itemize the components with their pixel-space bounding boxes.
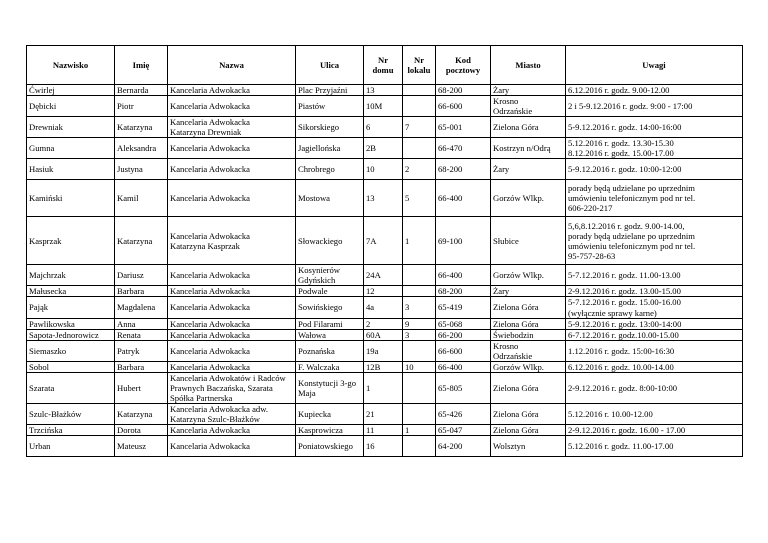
cell-ulica: Poniatowskiego [296,436,364,457]
cell-nr-lokalu [403,340,436,361]
table-row [27,318,743,329]
cell-imie: Dariusz [115,265,168,286]
cell-nr-lokalu: 5 [403,180,436,217]
cell-nr-domu: 6 [364,117,403,138]
cell-uwagi: 5-7.12.2016 r. godz. 11.00-13.00 [566,265,743,286]
table-row [27,96,743,117]
cell-nazwisko: Ćwirlej [27,85,115,96]
cell-nr-lokalu [403,138,436,159]
cell-nazwa: Kancelaria Adwokacka [168,85,296,96]
cell-uwagi: 2-9.12.2016 r. godz. 13.00-15.00 [566,286,743,297]
cell-nazwa: Kancelaria Adwokacka [168,329,296,340]
cell-nr-lokalu: 3 [403,329,436,340]
cell-miasto: Zielona Góra [491,297,566,318]
cell-nr-domu: 19a [364,340,403,361]
cell-nr-lokalu: 7 [403,117,436,138]
cell-kod: 68-200 [436,286,491,297]
cell-imie: Mateusz [115,436,168,457]
cell-nazwisko: Trzcińska [27,425,115,436]
header-kod: Kod pocztowy [436,46,491,85]
cell-uwagi: 2-9.12.2016 r. godz. 8:00-10:00 [566,372,743,403]
cell-nazwisko: Hasiuk [27,159,115,180]
cell-nazwa: Kancelaria Adwokacka [168,425,296,436]
table-row [27,340,743,361]
cell-nazwisko: Drewniak [27,117,115,138]
cell-nr-domu: 10 [364,159,403,180]
header-nr-lokalu: Nr lokalu [403,46,436,85]
table-row [27,265,743,286]
cell-nazwisko: Szulc-Błażków [27,403,115,424]
cell-miasto: Gorzów Wlkp. [491,361,566,372]
cell-nr-lokalu: 1 [403,217,436,265]
table-row [27,217,743,265]
cell-nr-domu: 16 [364,436,403,457]
cell-ulica: F. Walczaka [296,361,364,372]
cell-nazwisko: Sapota-Jednorowicz [27,329,115,340]
lawyers-table [26,45,743,457]
header-uwagi: Uwagi [566,46,743,85]
cell-kod: 65-001 [436,117,491,138]
cell-uwagi: 5-9.12.2016 r. godz. 14:00-16:00 [566,117,743,138]
cell-imie: Hubert [115,372,168,403]
cell-ulica: Sikorskiego [296,117,364,138]
cell-ulica: Słowackiego [296,217,364,265]
cell-imie: Patryk [115,340,168,361]
cell-miasto: Wolsztyn [491,436,566,457]
cell-nazwa: Kancelaria Adwokacka [168,265,296,286]
cell-ulica: Kasprowicza [296,425,364,436]
cell-nr-domu: 12 [364,286,403,297]
cell-miasto: Gorzów Wlkp. [491,265,566,286]
cell-nazwisko: Szarata [27,372,115,403]
cell-ulica: Podwale [296,286,364,297]
cell-uwagi: 5-7.12.2016 r. godz. 15.00-16.00 (wyłącznie sprawy karne) [566,297,743,318]
cell-miasto: Żary [491,85,566,96]
cell-uwagi: 5-9.12.2016 r. godz. 13:00-14:00 [566,318,743,329]
cell-uwagi: 5.12.2016 r. godz. 13.30-15.30 8.12.2016 r. godz. 15.00-17.00 [566,138,743,159]
cell-nr-domu: 21 [364,403,403,424]
cell-kod: 68-200 [436,159,491,180]
table-row [27,286,743,297]
cell-uwagi: 1.12.2016 r. godz. 15:00-16:30 [566,340,743,361]
cell-miasto: Zielona Góra [491,117,566,138]
header-row [27,46,743,85]
cell-nr-lokalu: 1 [403,425,436,436]
cell-miasto: Słubice [491,217,566,265]
cell-uwagi: 6-7.12.2016 r. godz.10.00-15.00 [566,329,743,340]
cell-imie: Katarzyna [115,217,168,265]
cell-nr-domu: 24A [364,265,403,286]
cell-uwagi: 5-9.12.2016 r. godz. 10:00-12:00 [566,159,743,180]
cell-ulica: Konstytucji 3-go Maja [296,372,364,403]
cell-imie: Katarzyna [115,117,168,138]
cell-uwagi: 2 i 5-9.12.2016 r. godz. 9:00 - 17:00 [566,96,743,117]
cell-ulica: Kosynierów Gdyńskich [296,265,364,286]
cell-nazwisko: Majchrzak [27,265,115,286]
cell-kod: 66-400 [436,361,491,372]
cell-nazwa: Kancelaria Adwokacka [168,180,296,217]
cell-nr-lokalu: 2 [403,159,436,180]
cell-nr-lokalu: 9 [403,318,436,329]
cell-nazwa: Kancelaria Adwokacka [168,361,296,372]
cell-uwagi: porady będą udzielane po uprzednim umówieniu telefonicznym pod nr tel. 606-220-217 [566,180,743,217]
cell-miasto: Świebodzin [491,329,566,340]
cell-nazwisko: Siemaszko [27,340,115,361]
table-row [27,361,743,372]
cell-nr-domu: 10M [364,96,403,117]
cell-nr-lokalu [403,85,436,96]
cell-nazwa: Kancelaria Adwokatów i Radców Prawnych Baczańska, Szarata Spółka Partnerska [168,372,296,403]
cell-uwagi: 2-9.12.2016 r. godz. 16.00 - 17.00 [566,425,743,436]
cell-imie: Renata [115,329,168,340]
cell-kod: 65-805 [436,372,491,403]
cell-ulica: Sowińskiego [296,297,364,318]
cell-imie: Dorota [115,425,168,436]
cell-ulica: Jagiellońska [296,138,364,159]
cell-ulica: Plac Przyjaźni [296,85,364,96]
cell-nr-domu: 7A [364,217,403,265]
cell-nazwisko: Urban [27,436,115,457]
cell-imie: Magdalena [115,297,168,318]
header-nazwisko: Nazwisko [27,46,115,85]
cell-kod: 66-400 [436,180,491,217]
cell-nazwa: Kancelaria Adwokacka [168,96,296,117]
cell-nr-lokalu [403,265,436,286]
cell-kod: 66-470 [436,138,491,159]
cell-nazwisko: Pająk [27,297,115,318]
table-row [27,425,743,436]
cell-miasto: Zielona Góra [491,318,566,329]
cell-ulica: Poznańska [296,340,364,361]
cell-uwagi: 6.12.2016 r. godz. 9.00-12.00 [566,85,743,96]
cell-nazwa: Kancelaria Adwokacka [168,297,296,318]
cell-imie: Barbara [115,286,168,297]
cell-imie: Kamil [115,180,168,217]
cell-nr-domu: 13 [364,85,403,96]
table-row [27,138,743,159]
cell-ulica: Kupiecka [296,403,364,424]
cell-nr-domu: 11 [364,425,403,436]
cell-miasto: Żary [491,286,566,297]
cell-nazwa: Kancelaria Adwokacka Katarzyna Drewniak [168,117,296,138]
cell-nr-lokalu [403,96,436,117]
cell-uwagi: 5,6,8.12.2016 r. godz. 9.00-14.00, porady będą udzielane po uprzednim umówieniu telefonicznym pod nr tel. 95-757-28-63 [566,217,743,265]
cell-kod: 66-600 [436,340,491,361]
cell-nr-domu: 2 [364,318,403,329]
cell-kod: 66-200 [436,329,491,340]
header-nr-domu: Nr domu [364,46,403,85]
cell-uwagi: 5.12.2016 r. 10.00-12.00 [566,403,743,424]
cell-ulica: Piastów [296,96,364,117]
cell-nazwa: Kancelaria Adwokacka [168,340,296,361]
cell-miasto: Krosno Odrzańskie [491,340,566,361]
cell-nr-lokalu [403,286,436,297]
cell-imie: Bernarda [115,85,168,96]
cell-miasto: Krosno Odrzańskie [491,96,566,117]
table-row [27,372,743,403]
cell-ulica: Pod Filarami [296,318,364,329]
cell-nr-domu: 13 [364,180,403,217]
cell-nazwisko: Gumna [27,138,115,159]
cell-nazwisko: Kasprzak [27,217,115,265]
cell-nazwisko: Kamiński [27,180,115,217]
cell-miasto: Gorzów Wlkp. [491,180,566,217]
cell-nr-domu: 1 [364,372,403,403]
header-miasto: Miasto [491,46,566,85]
cell-ulica: Mostowa [296,180,364,217]
cell-nazwa: Kancelaria Adwokacka [168,318,296,329]
table-row [27,329,743,340]
cell-ulica: Chrobrego [296,159,364,180]
header-ulica: Ulica [296,46,364,85]
cell-imie: Justyna [115,159,168,180]
cell-miasto: Żary [491,159,566,180]
cell-nr-lokalu: 10 [403,361,436,372]
cell-uwagi: 6.12.2016 r. godz. 10.00-14.00 [566,361,743,372]
cell-nr-lokalu [403,403,436,424]
cell-imie: Piotr [115,96,168,117]
cell-nazwa: Kancelaria Adwokacka [168,286,296,297]
header-imie: Imię [115,46,168,85]
cell-nazwisko: Małusecka [27,286,115,297]
cell-nazwa: Kancelaria Adwokacka [168,159,296,180]
cell-nr-domu: 4a [364,297,403,318]
table-row [27,85,743,96]
table-row [27,297,743,318]
cell-nazwisko: Dębicki [27,96,115,117]
table-row [27,436,743,457]
cell-nr-lokalu [403,372,436,403]
cell-nr-domu: 60A [364,329,403,340]
cell-nazwisko: Pawlikowska [27,318,115,329]
cell-miasto: Zielona Góra [491,425,566,436]
cell-kod: 65-419 [436,297,491,318]
table-row [27,159,743,180]
cell-imie: Katarzyna [115,403,168,424]
table-row [27,403,743,424]
header-nazwa: Nazwa [168,46,296,85]
cell-kod: 66-600 [436,96,491,117]
cell-kod: 66-400 [436,265,491,286]
cell-nr-lokalu: 3 [403,297,436,318]
table-row [27,117,743,138]
cell-nazwa: Kancelaria Adwokacka adw. Katarzyna Szulc-Błażków [168,403,296,424]
cell-nazwa: Kancelaria Adwokacka [168,436,296,457]
cell-nazwisko: Sobol [27,361,115,372]
cell-imie: Barbara [115,361,168,372]
cell-kod: 65-426 [436,403,491,424]
cell-imie: Anna [115,318,168,329]
cell-nr-domu: 12B [364,361,403,372]
cell-nazwa: Kancelaria Adwokacka [168,138,296,159]
cell-miasto: Kostrzyn n/Odrą [491,138,566,159]
cell-miasto: Zielona Góra [491,372,566,403]
cell-kod: 68-200 [436,85,491,96]
cell-kod: 65-047 [436,425,491,436]
table-row [27,180,743,217]
cell-nr-domu: 2B [364,138,403,159]
cell-nazwa: Kancelaria Adwokacka Katarzyna Kasprzak [168,217,296,265]
cell-ulica: Wałowa [296,329,364,340]
cell-miasto: Zielona Góra [491,403,566,424]
cell-kod: 65-068 [436,318,491,329]
cell-imie: Aleksandra [115,138,168,159]
cell-nr-lokalu [403,436,436,457]
cell-kod: 69-100 [436,217,491,265]
cell-uwagi: 5.12.2016 r. godz. 11.00-17.00 [566,436,743,457]
cell-kod: 64-200 [436,436,491,457]
